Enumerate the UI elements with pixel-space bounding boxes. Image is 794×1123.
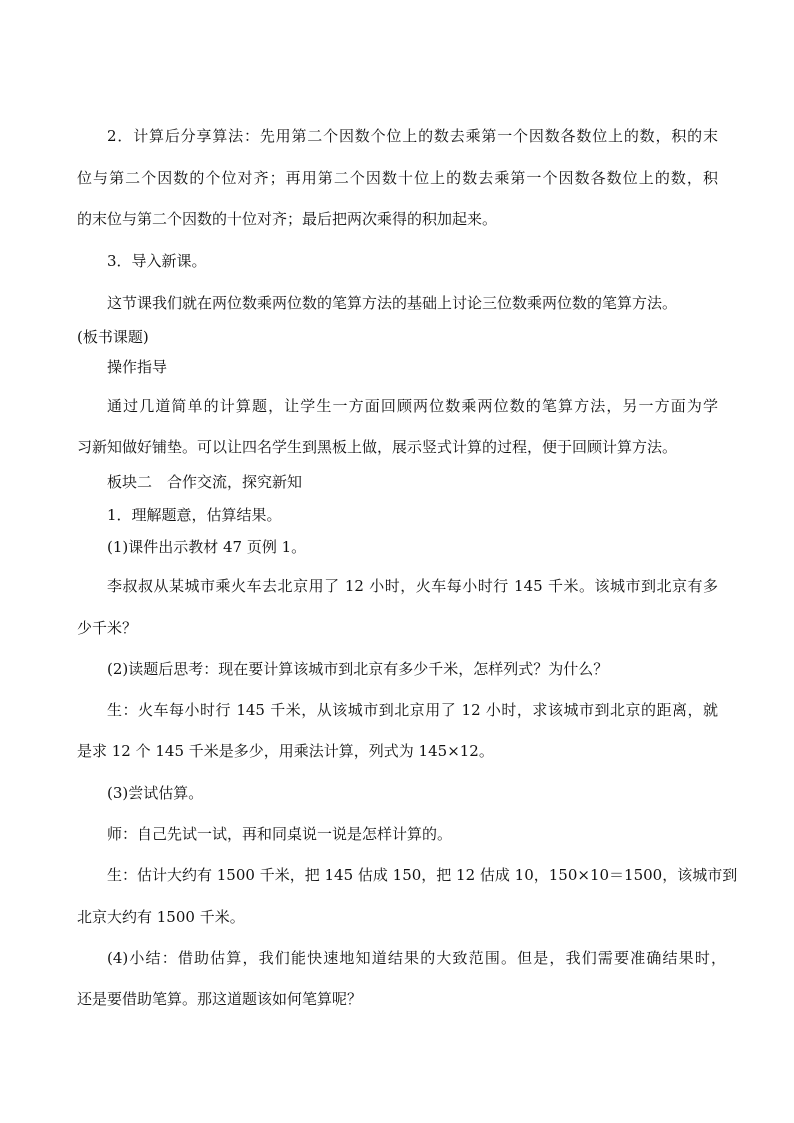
paragraph-line: (4)小结：借助估算，我们能快速地知道结果的大致范围。但是，我们需要准确结果时， — [107, 949, 726, 967]
paragraph-line: 通过几道简单的计算题，让学生一方面回顾两位数乘两位数的笔算方法，另一方面为学 — [107, 397, 718, 415]
paragraph-line: 这节课我们就在两位数乘两位数的笔算方法的基础上讨论三位数乘两位数的笔算方法。 — [107, 294, 678, 312]
paragraph-line: 是求 12 个 145 千米是多少，用乘法计算，列式为 145×12。 — [77, 742, 494, 760]
paragraph-line: (2)读题后思考：现在要计算该城市到北京有多少千米，怎样列式？为什么？ — [107, 660, 609, 678]
paragraph-line: 还是要借助笔算。那这道题该如何笔算呢？ — [77, 990, 363, 1008]
paragraph-line: 的末位与第二个因数的十位对齐；最后把两次乘得的积加起来。 — [77, 210, 498, 228]
paragraph-line: 生：火车每小时行 145 千米，从该城市到北京用了 12 小时，求该城市到北京的距离，就 — [107, 701, 718, 719]
paragraph-line: (3)尝试估算。 — [107, 784, 204, 802]
paragraph-line: 1．理解题意，估算结果。 — [107, 506, 282, 524]
section-heading: 板块二 合作交流，探究新知 — [107, 473, 303, 491]
paragraph-line: 2．计算后分享算法：先用第二个因数个位上的数去乘第一个因数各数位上的数，积的末 — [107, 127, 718, 145]
paragraph-line: (板书课题) — [77, 328, 149, 346]
paragraph-line: 生：估计大约有 1500 千米，把 145 估成 150，把 12 估成 10，150×10＝1500，该城市到 — [107, 866, 738, 884]
paragraph-line: 师：自己先试一试，再和同桌说一说是怎样计算的。 — [107, 825, 453, 843]
paragraph-line: 位与第二个因数的个位对齐；再用第二个因数十位上的数去乘第一个因数各数位上的数，积 — [77, 169, 718, 187]
paragraph-line: 习新知做好铺垫。可以让四名学生到黑板上做，展示竖式计算的过程，便于回顾计算方法。 — [77, 438, 678, 456]
paragraph-line: 李叔叔从某城市乘火车去北京用了 12 小时，火车每小时行 145 千米。该城市到北京有多 — [107, 577, 718, 595]
paragraph-line: 北京大约有 1500 千米。 — [77, 908, 245, 926]
paragraph-line: 3．导入新课。 — [107, 252, 207, 270]
section-label: 操作指导 — [107, 358, 168, 376]
paragraph-line: (1)课件出示教材 47 页例 1。 — [107, 538, 307, 556]
paragraph-line: 少千米？ — [77, 619, 138, 637]
